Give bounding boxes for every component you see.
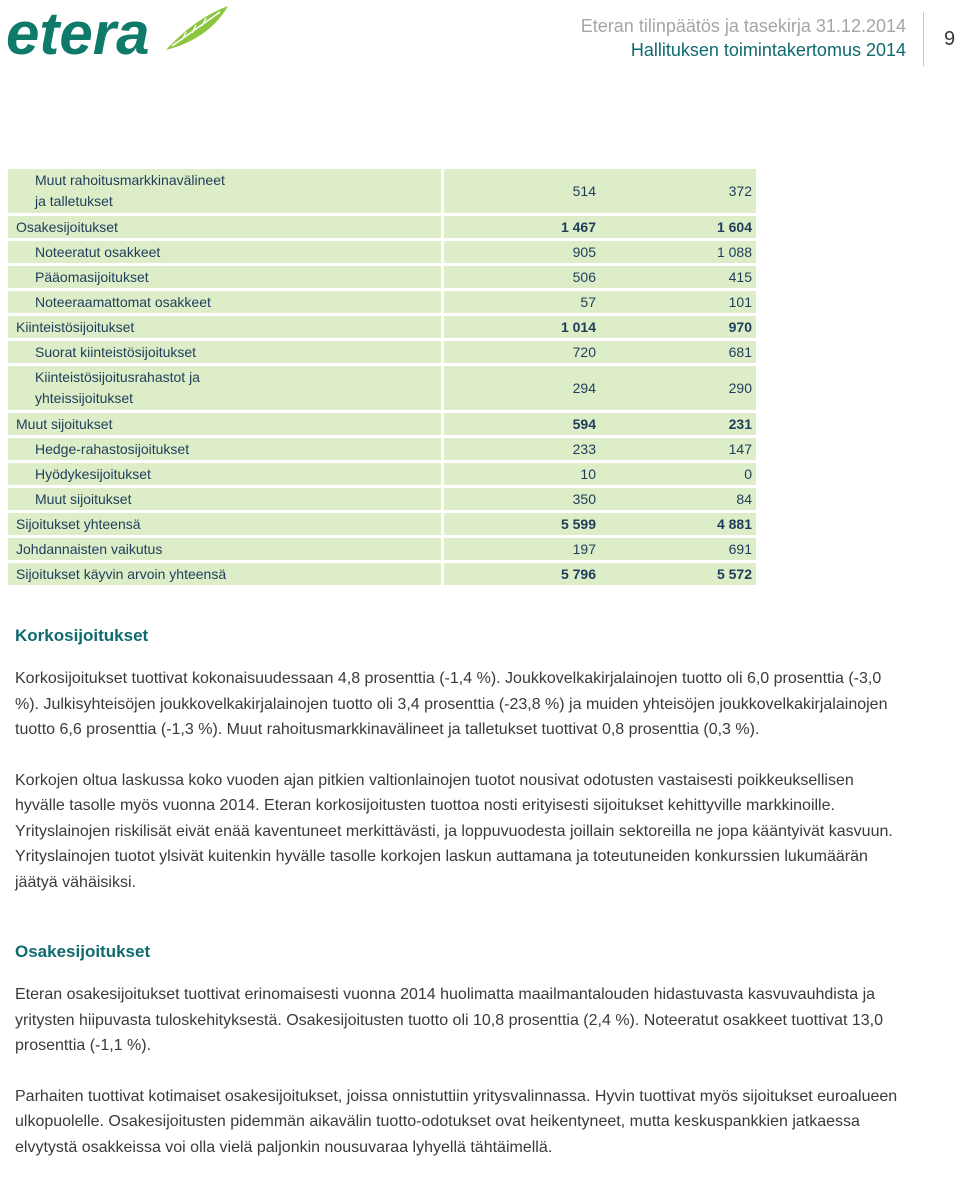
value-2013: 970 [600, 316, 756, 338]
row-label: Sijoitukset käyvin arvoin yhteensä [8, 563, 441, 585]
header-divider [923, 12, 924, 66]
value-2014: 294 [444, 366, 600, 410]
document-title [581, 14, 906, 62]
korkosijoitukset-section [15, 626, 905, 895]
table-row [8, 438, 756, 460]
row-label: Muut sijoitukset [8, 413, 441, 435]
osakesijoitukset-section [15, 942, 905, 1160]
page-number: 9 [944, 28, 956, 50]
value-2013: 0 [600, 463, 756, 485]
row-label: Pääomasijoitukset [8, 266, 441, 288]
value-2013: 372 [600, 169, 756, 213]
paragraph: Parhaiten tuottivat kotimaiset osakesijoitukset, joissa onnistuttiin yritysvalinnassa. Hyvin tuottivat myös sijoitukset euroalueen ulkopuolelle. Osakesijoitusten pidemmän aikavälin tuotto-odotukset ovat heikentyneet, mutta keskuspankkien jatkaessa elvytystä osakkeissa voi olla vielä paljonkin nousuvaraa lyhyellä tähtäimellä. [15, 1087, 898, 1156]
value-2013: 1 604 [600, 216, 756, 238]
value-2013: 415 [600, 266, 756, 288]
value-2013: 101 [600, 291, 756, 313]
table-row [8, 488, 756, 510]
value-2013: 4 881 [600, 513, 756, 535]
value-2014: 514 [444, 169, 600, 213]
paragraph: Korkojen oltua laskussa koko vuoden ajan pitkien valtionlainojen tuotot nousivat odotusten vastaisesti poikkeuksellisen hyvälle tasolle myös vuonna 2014. Eteran korkosijoitusten tuottoa nosti erityisesti sijoitukset kehittyville markkinoille. Yrityslainojen riskilisät eivät enää kaventuneet merkittävästi, ja loppuvuodesta joillain sektoreilla ne jopa kääntyivät kasvuun. Yrityslainojen tuotot ylsivät kuitenkin hyvälle tasolle korkojen laskun auttamana ja toteutuneiden konkurssien lukumäärän jäätyä vähäisiksi. [15, 771, 893, 891]
value-2013: 5 572 [600, 563, 756, 585]
paragraph: Korkosijoitukset tuottivat kokonaisuudessaan 4,8 prosenttia (-1,4 %). Joukkovelkakirjalainojen tuotto oli 6,0 prosenttia (-3,0 %). Julkisyhteisöjen joukkovelkakirjalainojen tuotto oli 3,4 prosenttia (-23,8 %) ja muiden yhteisöjen joukkovelkakirjalainojen tuotto 6,6 prosenttia (-1,3 %). Muut rahoitusmarkkinavälineet ja talletukset tuottivat 0,8 prosenttia (0,3 %). [15, 670, 888, 738]
value-2014: 233 [444, 438, 600, 460]
value-2013: 681 [600, 341, 756, 363]
investment-table [8, 166, 756, 588]
value-2014: 350 [444, 488, 600, 510]
row-label: Muut rahoitusmarkkinavälineet ja talletukset [8, 169, 441, 213]
row-label: Johdannaisten vaikutus [8, 538, 441, 560]
etera-logo [6, 2, 231, 64]
row-label: Kiinteistösijoitukset [8, 316, 441, 338]
row-label: Hyödykesijoitukset [8, 463, 441, 485]
table-row [8, 169, 756, 213]
row-label: Noteeratut osakkeet [8, 241, 441, 263]
page-header [0, 0, 960, 80]
value-2014: 57 [444, 291, 600, 313]
table-row [8, 341, 756, 363]
value-2014: 905 [444, 241, 600, 263]
table-row [8, 563, 756, 585]
value-2013: 290 [600, 366, 756, 410]
table-row [8, 316, 756, 338]
value-2014: 197 [444, 538, 600, 560]
table-row [8, 366, 756, 410]
row-label: Osakesijoitukset [8, 216, 441, 238]
table-row [8, 291, 756, 313]
row-label: Noteeraamattomat osakkeet [8, 291, 441, 313]
value-2014: 506 [444, 266, 600, 288]
value-2013: 147 [600, 438, 756, 460]
table-row [8, 538, 756, 560]
title-line-2: Hallituksen toimintakertomus 2014 [630, 40, 906, 60]
section-heading: Osakesijoitukset [15, 942, 151, 961]
row-label: Sijoitukset yhteensä [8, 513, 441, 535]
table-row [8, 513, 756, 535]
table-row [8, 413, 756, 435]
value-2014: 1 467 [444, 216, 600, 238]
leaf-icon [166, 6, 228, 50]
value-2014: 720 [444, 341, 600, 363]
table-row [8, 241, 756, 263]
table-row [8, 463, 756, 485]
value-2014: 10 [444, 463, 600, 485]
table-row [8, 266, 756, 288]
value-2013: 84 [600, 488, 756, 510]
value-2014: 1 014 [444, 316, 600, 338]
paragraph: Eteran osakesijoitukset tuottivat erinomaisesti vuonna 2014 huolimatta maailmantalouden hidastuvasta kasvuvauhdista ja yritysten hiipuvasta tuloskehityksestä. Osakesijoitusten tuotto oli 10,8 prosenttia (2,4 %). Noteeratut osakkeet tuottivat 13,0 prosenttia (-1,1 %). [15, 986, 884, 1054]
value-2014: 5 796 [444, 563, 600, 585]
row-label: Suorat kiinteistösijoitukset [8, 341, 441, 363]
value-2014: 594 [444, 413, 600, 435]
logo-text: etera [6, 2, 150, 64]
row-label: Hedge-rahastosijoitukset [8, 438, 441, 460]
value-2013: 691 [600, 538, 756, 560]
value-2013: 1 088 [600, 241, 756, 263]
title-line-1: Eteran tilinpäätös ja tasekirja 31.12.2014 [580, 16, 906, 36]
value-2014: 5 599 [444, 513, 600, 535]
section-heading: Korkosijoitukset [15, 626, 149, 645]
value-2013: 231 [600, 413, 756, 435]
row-label: Muut sijoitukset [8, 488, 441, 510]
table-row [8, 216, 756, 238]
row-label: Kiinteistösijoitusrahastot ja yhteissijoitukset [8, 366, 441, 410]
